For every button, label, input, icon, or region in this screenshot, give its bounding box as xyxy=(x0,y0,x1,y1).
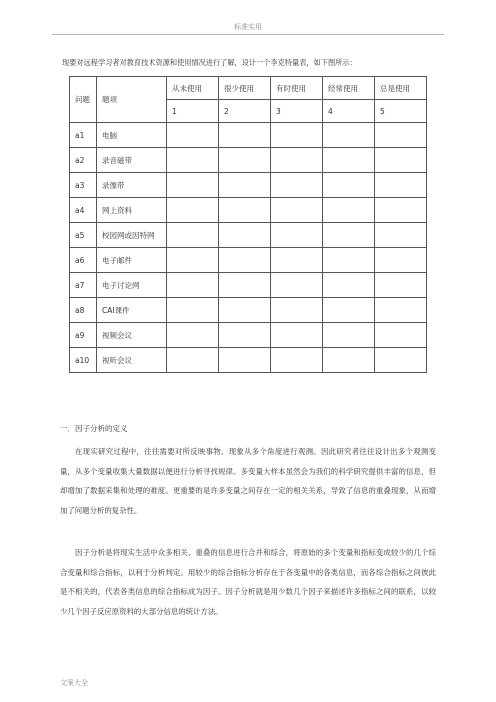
rating-cell[interactable] xyxy=(375,148,427,173)
rating-cell[interactable] xyxy=(323,298,375,323)
rating-cell[interactable] xyxy=(323,148,375,173)
rating-cell[interactable] xyxy=(219,273,271,298)
rating-cell[interactable] xyxy=(271,173,323,198)
header-divider xyxy=(52,34,444,35)
rating-cell[interactable] xyxy=(167,223,219,248)
rating-cell[interactable] xyxy=(219,173,271,198)
row-id: a8 xyxy=(70,298,97,323)
rating-cell[interactable] xyxy=(323,198,375,223)
table-row xyxy=(70,223,427,248)
rating-cell[interactable] xyxy=(375,123,427,148)
header-question: 问题 xyxy=(70,77,97,123)
table-row xyxy=(70,123,427,148)
row-item: 视听会议 xyxy=(97,348,167,373)
header-always: 总是使用 xyxy=(375,77,427,100)
row-item: 网上资料 xyxy=(97,198,167,223)
rating-cell[interactable] xyxy=(375,173,427,198)
row-item: 电脑 xyxy=(97,123,167,148)
header-never: 从未使用 xyxy=(167,77,219,100)
rating-cell[interactable] xyxy=(219,248,271,273)
row-id: a10 xyxy=(70,348,97,373)
rating-cell[interactable] xyxy=(271,298,323,323)
rating-cell[interactable] xyxy=(167,173,219,198)
rating-cell[interactable] xyxy=(167,248,219,273)
row-id: a7 xyxy=(70,273,97,298)
table-row xyxy=(70,248,427,273)
header-sometimes: 有时使用 xyxy=(271,77,323,100)
page-footer: 文案大全 xyxy=(60,679,88,687)
likert-scale-table xyxy=(69,76,427,373)
rating-cell[interactable] xyxy=(219,348,271,373)
rating-cell[interactable] xyxy=(271,323,323,348)
row-id: a6 xyxy=(70,248,97,273)
rating-cell[interactable] xyxy=(167,273,219,298)
rating-cell[interactable] xyxy=(323,223,375,248)
rating-cell[interactable] xyxy=(167,348,219,373)
page-header: 标准实用 xyxy=(234,23,262,31)
scale-2: 2 xyxy=(219,100,271,123)
header-rarely: 很少使用 xyxy=(219,77,271,100)
scale-1: 1 xyxy=(167,100,219,123)
paragraph-2: 因子分析是将现实生活中众多相关、重叠的信息进行合并和综合，将原始的多个变量和指标变成较少的几个综合变量和综合指标，以利于分析判定。用较少的综合指标分析存在于各变量中的各类信息，而各综合指标之间彼此是不相关的，代表各类信息的综合指标成为因子。因子分析就是用少数几个因子来描述许多指标之间的联系，以较少几个因子反应原资料的大部分信息的统计方法。 xyxy=(60,548,436,616)
table-row xyxy=(70,198,427,223)
row-id: a5 xyxy=(70,223,97,248)
scale-5: 5 xyxy=(375,100,427,123)
rating-cell[interactable] xyxy=(375,198,427,223)
rating-cell[interactable] xyxy=(375,348,427,373)
table-row xyxy=(70,348,427,373)
intro-text: 现要对远程学习者对教育技术资源和使用情况进行了解，设计一个李克特量表，如下图所示： xyxy=(62,58,357,67)
rating-cell[interactable] xyxy=(271,123,323,148)
row-item: 电子讨论网 xyxy=(97,273,167,298)
row-id: a2 xyxy=(70,148,97,173)
rating-cell[interactable] xyxy=(271,198,323,223)
table-header-row xyxy=(70,77,427,100)
rating-cell[interactable] xyxy=(167,123,219,148)
rating-cell[interactable] xyxy=(375,298,427,323)
rating-cell[interactable] xyxy=(323,173,375,198)
rating-cell[interactable] xyxy=(323,273,375,298)
rating-cell[interactable] xyxy=(219,323,271,348)
rating-cell[interactable] xyxy=(167,198,219,223)
rating-cell[interactable] xyxy=(219,123,271,148)
table-row xyxy=(70,273,427,298)
scale-4: 4 xyxy=(323,100,375,123)
paragraph-1: 在现实研究过程中，往往需要对所反映事物、现象从多个角度进行观测。因此研究者往往设计出多个观测变量，从多个变量收集大量数据以便进行分析寻找规律。多变量大样本虽然会为我们的科学研究提供丰富的信息，但却增加了数据采集和处理的难度。更重要的是许多变量之间存在一定的相关关系，导致了信息的重叠现象，从而增加了问题分析的复杂性。 xyxy=(60,447,436,515)
table-row xyxy=(70,173,427,198)
row-id: a9 xyxy=(70,323,97,348)
row-item: CAI课件 xyxy=(97,298,167,323)
scale-3: 3 xyxy=(271,100,323,123)
row-item: 电子邮件 xyxy=(97,248,167,273)
header-item: 题项 xyxy=(97,77,167,123)
rating-cell[interactable] xyxy=(219,198,271,223)
rating-cell[interactable] xyxy=(167,298,219,323)
row-item: 校园网或因特网 xyxy=(97,223,167,248)
rating-cell[interactable] xyxy=(375,223,427,248)
rating-cell[interactable] xyxy=(219,223,271,248)
row-item: 视频会议 xyxy=(97,323,167,348)
rating-cell[interactable] xyxy=(271,223,323,248)
rating-cell[interactable] xyxy=(323,348,375,373)
header-often: 经常使用 xyxy=(323,77,375,100)
rating-cell[interactable] xyxy=(167,148,219,173)
rating-cell[interactable] xyxy=(323,123,375,148)
rating-cell[interactable] xyxy=(219,148,271,173)
row-id: a1 xyxy=(70,123,97,148)
row-id: a3 xyxy=(70,173,97,198)
rating-cell[interactable] xyxy=(323,248,375,273)
rating-cell[interactable] xyxy=(271,273,323,298)
rating-cell[interactable] xyxy=(271,248,323,273)
rating-cell[interactable] xyxy=(375,323,427,348)
rating-cell[interactable] xyxy=(271,148,323,173)
rating-cell[interactable] xyxy=(167,323,219,348)
table-row xyxy=(70,148,427,173)
table-row xyxy=(70,323,427,348)
row-item: 录像带 xyxy=(97,173,167,198)
rating-cell[interactable] xyxy=(271,348,323,373)
rating-cell[interactable] xyxy=(375,248,427,273)
section-title: 一．因子分析的定义 xyxy=(60,424,128,433)
table-row xyxy=(70,298,427,323)
rating-cell[interactable] xyxy=(219,298,271,323)
rating-cell[interactable] xyxy=(323,323,375,348)
row-item: 录音磁带 xyxy=(97,148,167,173)
rating-cell[interactable] xyxy=(375,273,427,298)
row-id: a4 xyxy=(70,198,97,223)
